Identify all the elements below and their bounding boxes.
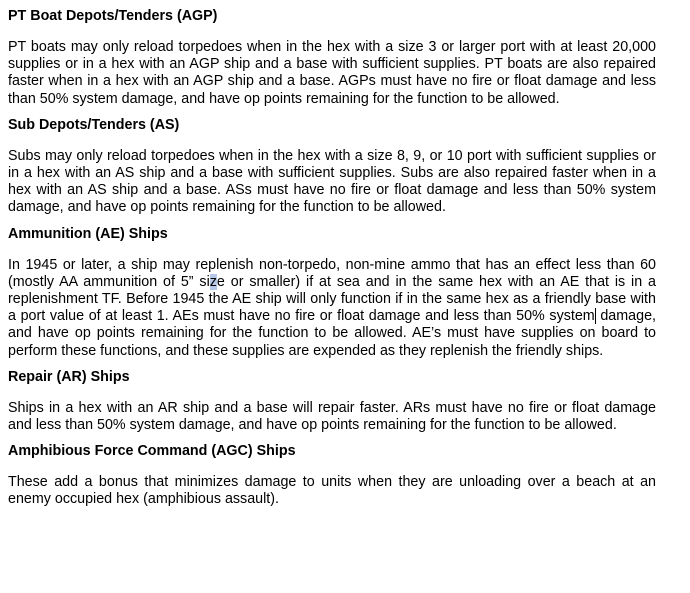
body-text: damage, and have op points remaining for the function to be allowed. AE’s must have supplies on board to perform these functions, and these supplies are expended as they replenish the friendly ships. [8, 308, 656, 359]
text-selection: z [209, 273, 217, 290]
section-body[interactable]: Ships in a hex with an AR ship and a base will repair faster. ARs must have no fire or float damage and less than 50% system damage, and have op points remaining for the function to be allowed. [8, 399, 656, 434]
section-ae [8, 226, 656, 360]
section-body[interactable] [8, 257, 656, 360]
section-body[interactable]: PT boats may only reload torpedoes when in the hex with a size 3 or larger port with at least 20,000 supplies or in a hex with an AGP ship and a base with sufficient supplies. PT boats are also repaired faster when in a hex with an AGP ship and a base. AGPs must have no fire or float damage and less than 50% system damage, and have op points remaining for the function to be allowed. [8, 39, 656, 107]
section-as [8, 117, 656, 217]
section-heading: Sub Depots/Tenders (AS) [8, 116, 180, 133]
section-heading: Ammunition (AE) Ships [8, 225, 168, 242]
section-agp [8, 8, 656, 108]
body-text: e or smaller) if at sea and in the same hex with an AE that is in a replenishment TF. Before 1945 the AE ship will only function if in the same hex as a friendly base with a port value of at least 1. AEs must have no fire or float damage and less than 50% system [8, 273, 656, 325]
section-body[interactable]: These add a bonus that minimizes damage to units when they are unloading over a beach at an enemy occupied hex (amphibious assault). [8, 474, 656, 508]
section-heading: Amphibious Force Command (AGC) Ships [8, 443, 296, 460]
section-heading: Repair (AR) Ships [8, 368, 130, 385]
body-text: In 1945 or later, a ship may replenish non-torpedo, non-mine ammo that has an effect less than 60 (mostly AA ammunition of 5” si [8, 256, 656, 290]
section-body[interactable]: Subs may only reload torpedoes when in the hex with a size 8, 9, or 10 port with sufficient supplies or in a hex with an AS ship and a base with sufficient supplies. Subs are also repaired faster when in a hex with an AS ship and a base. ASs must have no fire or float damage and less than 50% system damage, and have op points remaining for the function to be allowed. [8, 147, 656, 216]
section-ar [8, 369, 656, 434]
section-agc [8, 443, 656, 508]
section-heading: PT Boat Depots/Tenders (AGP) [8, 8, 218, 24]
